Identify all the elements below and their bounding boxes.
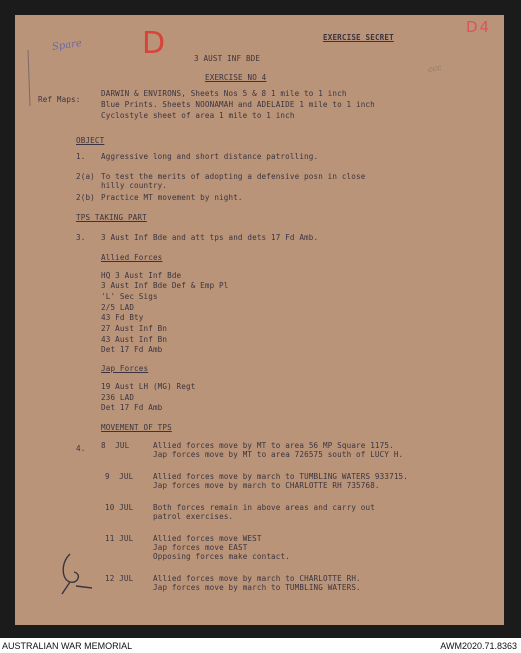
handwritten-spare-note: Spare — [51, 37, 83, 54]
movement-date: 9 JUL — [105, 472, 134, 481]
ref-maps-line: DARWIN & ENVIRONS, Sheets Nos 5 & 8 1 mile to 1 inch — [101, 89, 347, 98]
movement-text: Allied forces move by march to CHARLOTTE RH. Jap forces move by march to TUMBLING WATERS. — [153, 574, 361, 592]
movement-date: 11 JUL — [105, 534, 134, 543]
list-item: 43 Aust Inf Bn — [101, 335, 168, 344]
ref-maps-label: Ref Maps: — [38, 95, 81, 104]
ref-maps-line: Cyclostyle sheet of area 1 mile to 1 inch — [101, 111, 295, 120]
para-text: Practice MT movement by night. — [101, 193, 243, 202]
jap-forces-heading: Jap Forces — [101, 364, 149, 373]
margin-mark-icon — [24, 48, 36, 108]
list-item: 3 Aust Inf Bde Def & Emp Pl — [101, 281, 229, 290]
footer-credit: AUSTRALIAN WAR MEMORIAL — [2, 641, 133, 651]
movement-date: 8 JUL — [101, 441, 130, 450]
footer-accession-number: AWM2020.71.8363 — [440, 641, 517, 651]
list-item: 2/5 LAD — [101, 303, 135, 312]
list-item: Det 17 Fd Amb — [101, 403, 163, 412]
movement-text: Allied forces move by march to TUMBLING WATERS 933715. Jap forces move by march to CHARLOTTE RH 735768. — [153, 472, 408, 490]
para-number: 2(b) — [76, 193, 95, 202]
list-item: 236 LAD — [101, 393, 135, 402]
list-item: 27 Aust Inf Bn — [101, 324, 168, 333]
para-number: 1. — [76, 152, 86, 161]
movement-date: 12 JUL — [105, 574, 134, 583]
list-item: Det 17 Fd Amb — [101, 345, 163, 354]
classification-label: EXERCISE SECRET — [323, 33, 394, 42]
object-heading: OBJECT — [76, 136, 105, 145]
para-text: Aggressive long and short distance patrolling. — [101, 152, 319, 161]
movement-date: 10 JUL — [105, 503, 134, 512]
para-number: 4. — [76, 444, 86, 453]
allied-forces-heading: Allied Forces — [101, 253, 163, 262]
para-number: 3. — [76, 233, 86, 242]
troops-heading: TPS TAKING PART — [76, 213, 147, 222]
unit-title: 3 AUST INF BDE — [194, 54, 261, 63]
movement-text: Allied forces move by MT to area 56 MP Square 1175. Jap forces move by MT to area 726575 south of LUCY H. — [153, 441, 404, 459]
list-item: 19 Aust LH (MG) Regt — [101, 382, 196, 391]
handwritten-small-note: ccc — [427, 62, 443, 75]
handwritten-letter-d: D — [142, 26, 166, 61]
para-number: 2(a) — [76, 172, 95, 181]
ref-maps-line: Blue Prints. Sheets NOONAMAH and ADELAIDE 1 mile to 1 inch — [101, 100, 375, 109]
para-text: 3 Aust Inf Bde and att tps and dets 17 Fd Amb. — [101, 233, 319, 242]
page-title: EXERCISE NO 4 — [205, 73, 267, 82]
corner-code: D4 — [466, 18, 492, 36]
list-item: 'L' Sec Sigs — [101, 292, 158, 301]
movement-heading: MOVEMENT OF TPS — [101, 423, 172, 432]
movement-text: Allied forces move WEST Jap forces move EAST Opposing forces make contact. — [153, 534, 290, 561]
movement-text: Both forces remain in above areas and carry out patrol exercises. — [153, 503, 375, 521]
signature-mark-icon — [56, 550, 96, 598]
list-item: 43 Fd Bty — [101, 313, 144, 322]
para-text: To test the merits of adopting a defensive posn in close hilly country. — [101, 172, 366, 190]
list-item: HQ 3 Aust Inf Bde — [101, 271, 182, 280]
